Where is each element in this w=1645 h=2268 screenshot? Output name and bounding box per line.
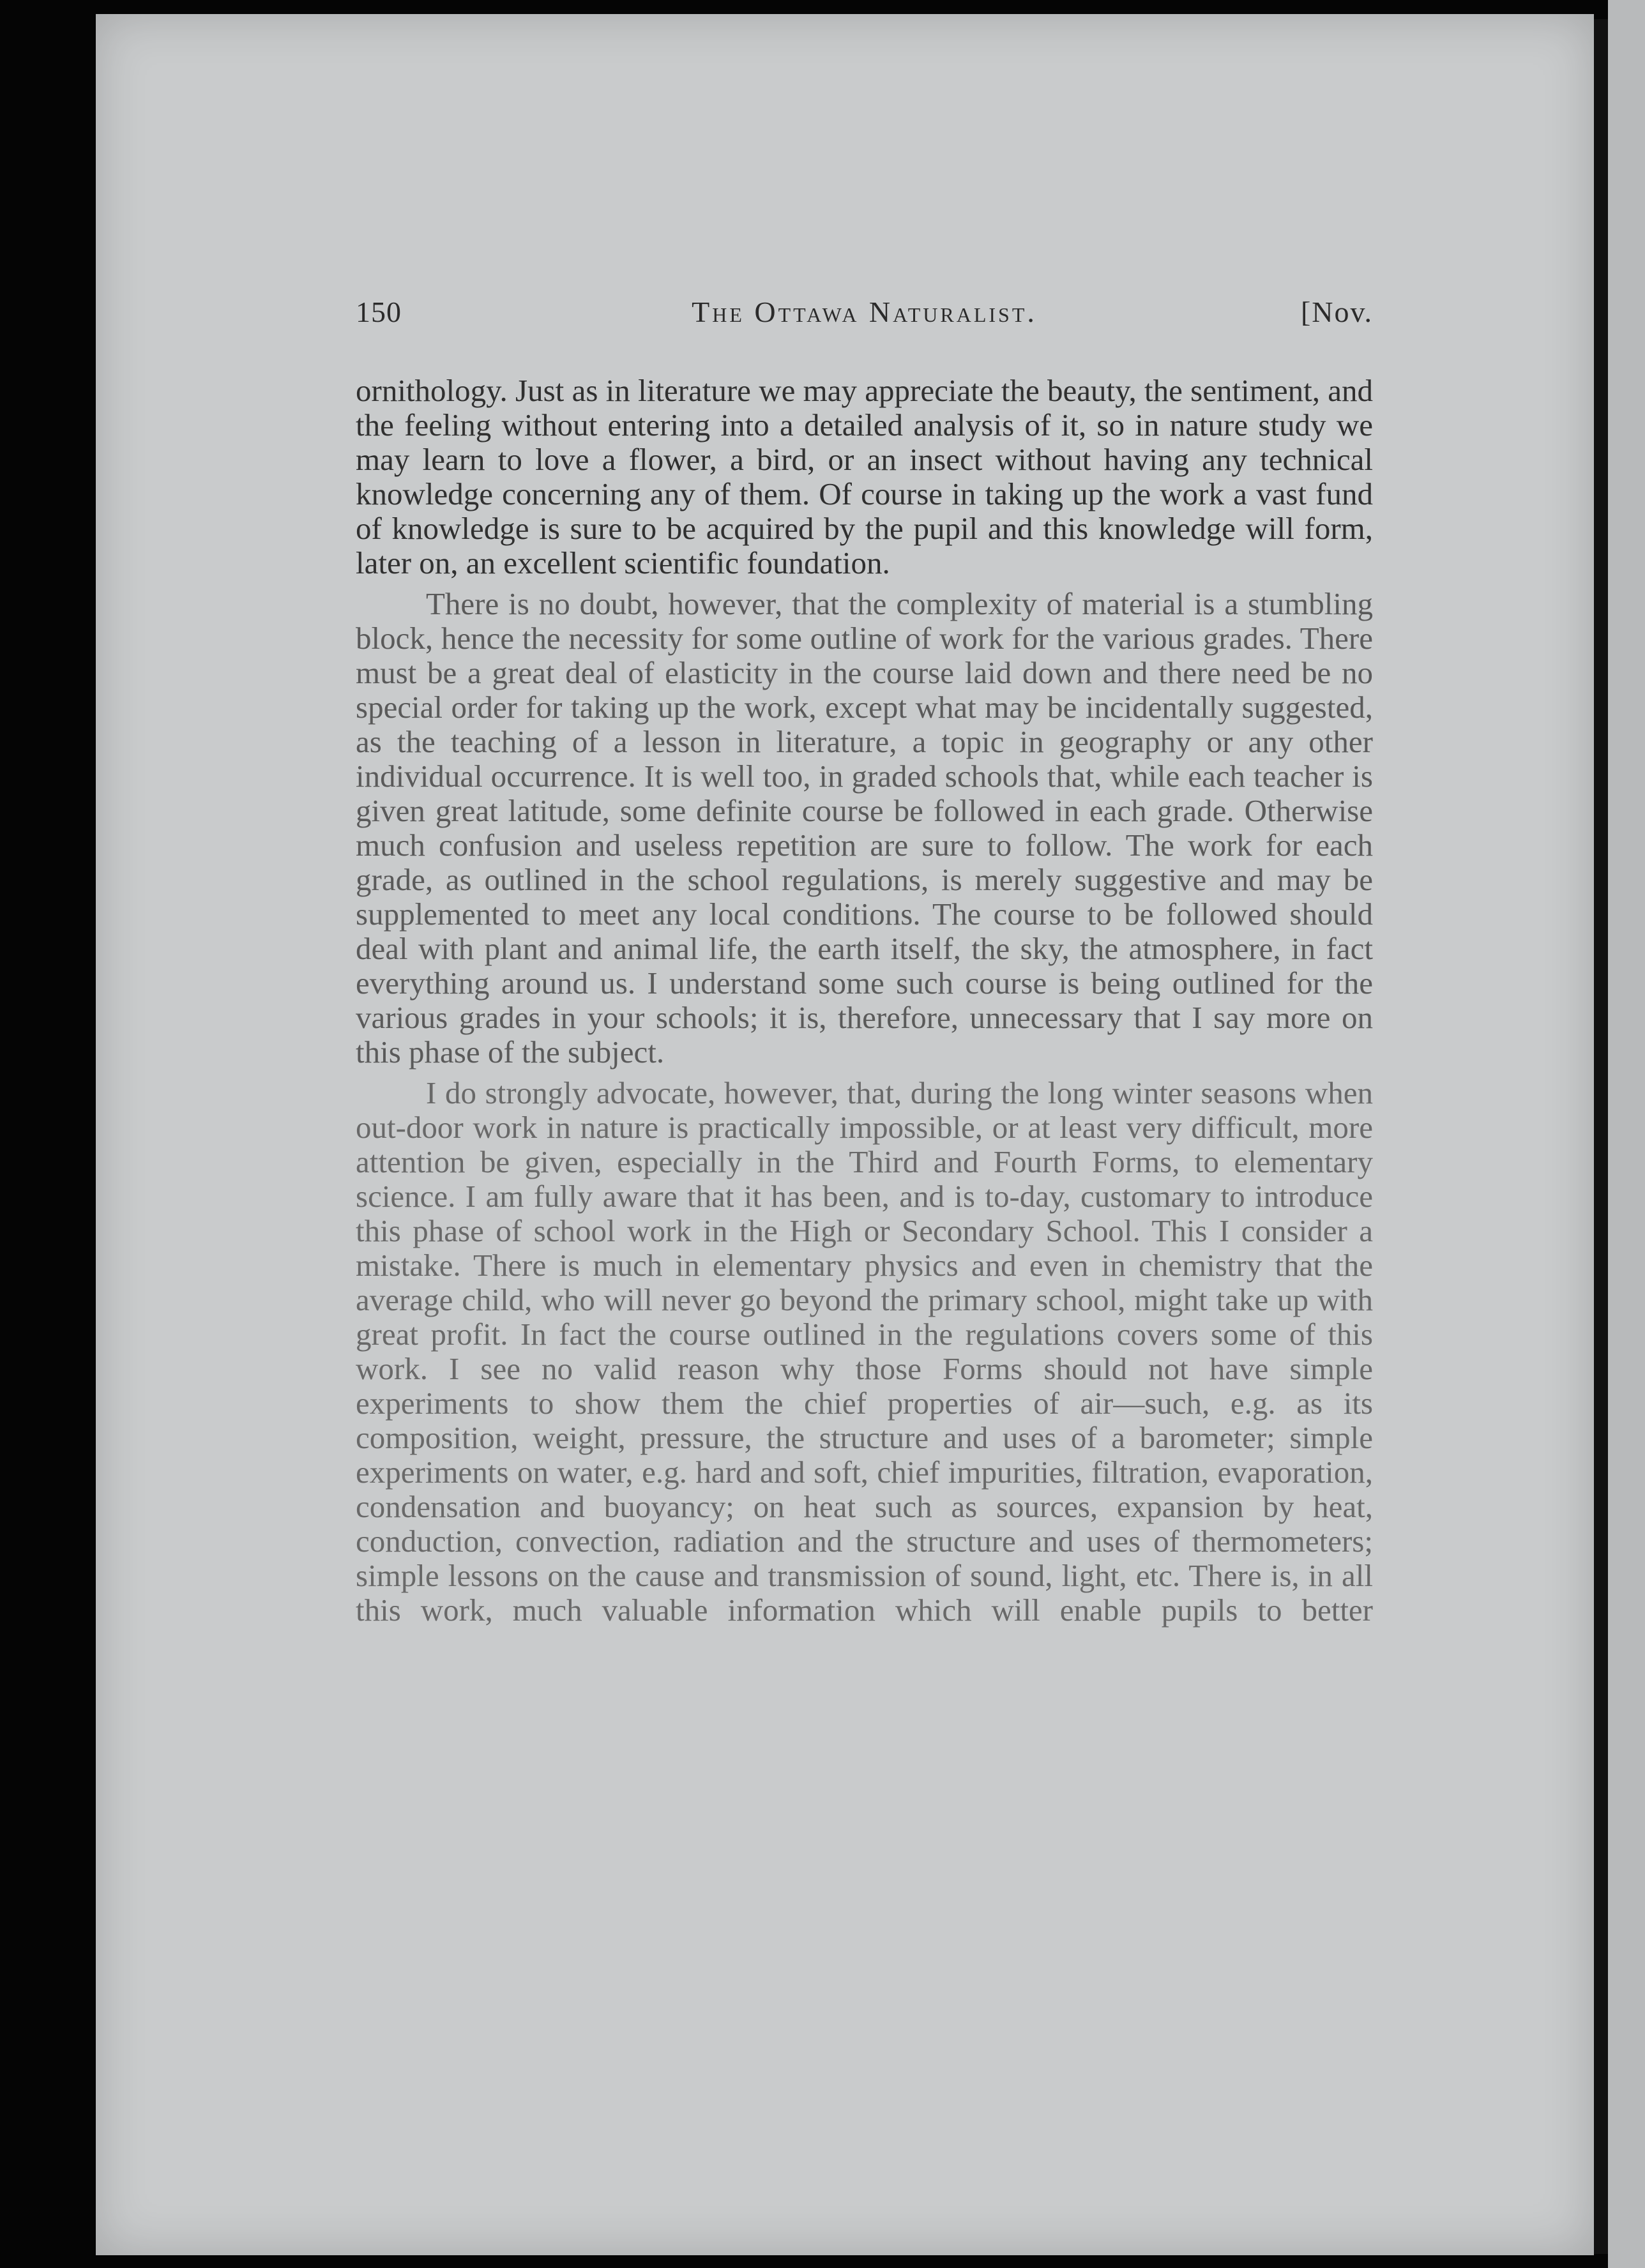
running-head bbox=[356, 295, 1373, 340]
paragraph-complexity: There is no doubt, however, that the complexity of material is a stumbling block, hence the necessity for some outline of work for the various grades. There must be a great deal of elasticity in the course laid down and there need be no special order for taking up the work, except what may be incidentally suggested, as the teaching of a lesson in literature, a topic in geography or any other individual occurrence. It is well too, in graded schools that, while each teacher is given great latitude, some definite course be followed in each grade. Otherwise much confusion and useless repetition are sure to follow. The work for each grade, as outlined in the school regulations, is merely suggestive and may be supplemented to meet any local conditions. The course to be followed should deal with plant and animal life, the earth itself, the sky, the atmosphere, in fact everything around us. I understand some such course is being outlined for the various grades in your schools; it is, therefore, unnecessary that I say more on this phase of the subject. bbox=[356, 586, 1373, 1070]
adjacent-page-edge bbox=[1608, 0, 1645, 2268]
journal-title: The Ottawa Naturalist. bbox=[692, 296, 1037, 328]
paragraph-ornithology: ornithology. Just as in literature we may appreciate the beauty, the sentiment, and the feeling without entering into a detailed analysis of it, so in nature study we may learn to love a flower, a bird, or an insect without having any technical knowledge concerning any of them. Of course in taking up the work a vast fund of knowledge is sure to be acquired by the pupil and this knowledge will form, later on, an excellent scientific foundation. bbox=[356, 373, 1373, 580]
body-text bbox=[356, 374, 1373, 1628]
issue-month: [Nov. bbox=[1300, 296, 1373, 328]
page-edge-shadow bbox=[1594, 19, 1608, 2254]
paragraph-elementary-science: I do strongly advocate, however, that, during the long winter seasons when out-door work in nature is practically impossible, or at least very difficult, more attention be given, especially in the Third and Fourth Forms, to elementary science. I am fully aware that it has been, and is to-day, customary to introduce this phase of school work in the High or Secondary School. This I consider a mistake. There is much in elementary physics and even in chemistry that the average child, who will never go beyond the primary school, might take up with great profit. In fact the course outlined in the regulations covers some of this work. I see no valid reason why those Forms should not have simple experiments to show them the chief properties of air—such, e.g. as its composition, weight, pressure, the structure and uses of a barometer; simple experiments on water, e.g. hard and soft, chief impurities, filtration, evaporation, condensation and buoyancy; on heat such as sources, expansion by heat, conduction, convection, radiation and the structure and uses of thermometers; simple lessons on the cause and transmission of sound, light, etc. There is, in all this work, much valuable information which will enable pupils to better bbox=[356, 1075, 1373, 1628]
page-number: 150 bbox=[356, 296, 402, 328]
